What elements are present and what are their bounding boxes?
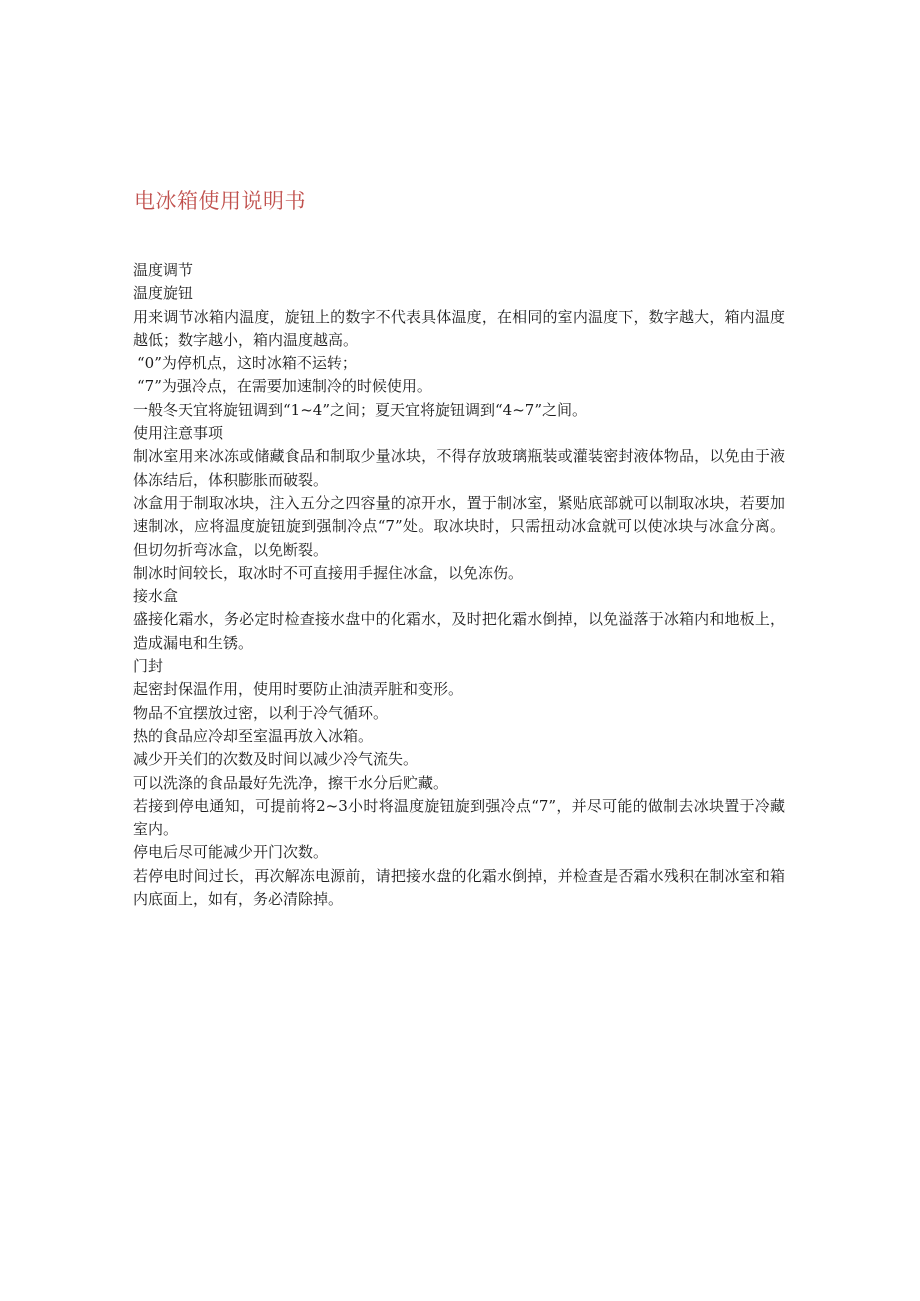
section-heading-drip-tray: 接水盒: [133, 587, 179, 606]
paragraph-drip-tray: 盛接化霜水，务必定时检查接水盘中的化霜水，及时把化霜水倒掉，以免溢落于冰箱内和地板上，造成漏电和生锈。: [133, 610, 785, 652]
paragraph-door-seal: 起密封保温作用，使用时要防止油渍弄脏和变形。: [133, 680, 464, 699]
paragraph-knob-description: 用来调节冰箱内温度，旋钮上的数字不代表具体温度，在相同的室内温度下，数字越大，箱内温度越低；数字越小，箱内温度越高。: [133, 307, 785, 349]
paragraph-long-outage: 若停电时间过长，再次解冻电源前，请把接水盘的化霜水倒掉，并检查是否霜水残积在制冰室和箱内底面上，如有，务必清除掉。: [133, 866, 785, 909]
paragraph-knob-zero: “0”为停机点，这时冰箱不运转；: [137, 354, 357, 373]
paragraph-knob-seven: “7”为强冷点，在需要加速制冷的时候使用。: [137, 377, 432, 396]
paragraph-power-outage-notice: 若接到停电通知，可提前将2~3小时将温度旋钮旋到强冷点“7”，并尽可能的做制去冰块置于冷藏室内。: [133, 796, 785, 839]
paragraph-ice-time: 制冰时间较长，取冰时不可直接用手握住冰盒，以免冻伤。: [133, 563, 524, 582]
paragraph-door-opening: 减少开关们的次数及时间以减少冷气流失。: [133, 750, 419, 769]
section-heading-precautions: 使用注意事项: [133, 424, 224, 443]
paragraph-hot-food: 热的食品应冷却至室温再放入冰箱。: [133, 726, 374, 745]
paragraph-storage-spacing: 物品不宜摆放过密，以利于冷气循环。: [133, 703, 389, 722]
paragraph-ice-tray: 冰盒用于制取冰块，注入五分之四容量的凉开水，置于制冰室，紧贴底部就可以制取冰块，若要加速制冰，应将温度旋钮旋到强制冷点“7”处。取冰块时，只需扭动冰盒就可以使冰块与冰盒分离。但切勿折弯冰盒，以免断裂。: [133, 493, 785, 559]
document-body: [133, 259, 785, 911]
paragraph-wash-food: 可以洗涤的食品最好先洗净，擦干水分后贮藏。: [133, 773, 449, 792]
document-title: 电冰箱使用说明书: [134, 189, 306, 213]
subheading-temperature-knob: 温度旋钮: [133, 284, 194, 303]
section-heading-door-seal: 门封: [133, 657, 164, 676]
paragraph-freezer-usage: 制冰室用来冰冻或储藏食品和制取少量冰块，不得存放玻璃瓶装或灌装密封液体物品，以免由于液体冻结后，体积膨胀而破裂。: [133, 447, 785, 489]
paragraph-season-setting: 一般冬天宜将旋钮调到“1~4”之间；夏天宜将旋钮调到“4~7”之间。: [133, 400, 587, 419]
paragraph-after-outage: 停电后尽可能减少开门次数。: [133, 843, 329, 862]
section-heading-temperature: 温度调节: [133, 261, 194, 279]
